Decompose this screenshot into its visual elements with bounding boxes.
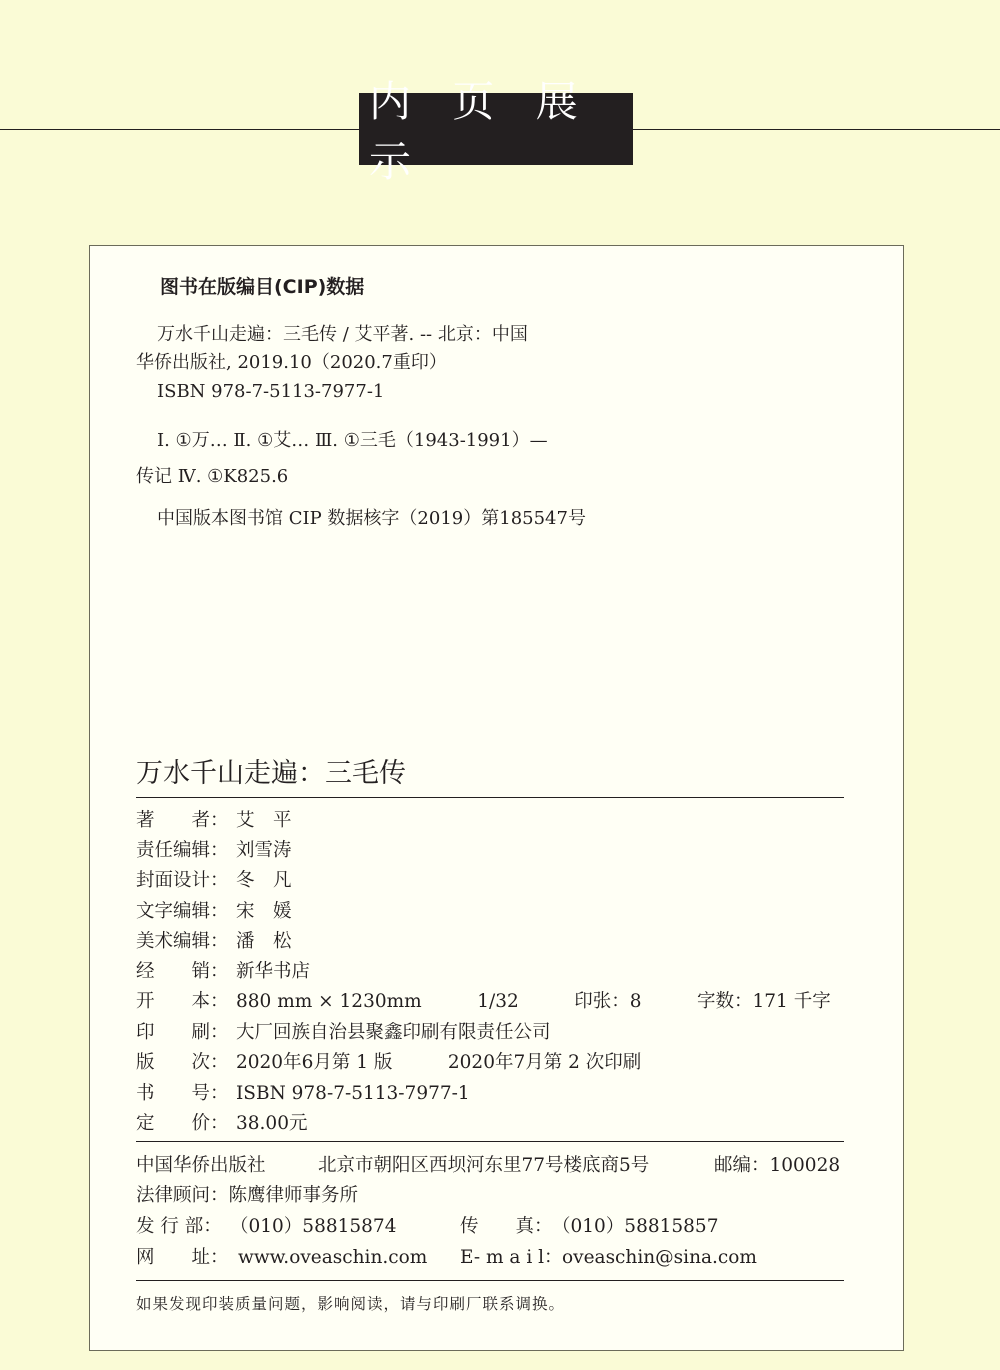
- book-info-row: [136, 838, 292, 864]
- book-info-label: 定 价：: [136, 1113, 229, 1134]
- book-info-label: 美术编辑：: [136, 931, 229, 952]
- book-info-label: 经 销：: [136, 961, 229, 982]
- publisher-postcode: 邮编：100028: [714, 1155, 841, 1176]
- book-info-label: 印 刷：: [136, 1022, 229, 1043]
- publisher-address: 北京市朝阳区西坝河东里77号楼底商5号: [318, 1155, 650, 1176]
- cip-line-4: Ⅰ. ①万… Ⅱ. ①艾… Ⅲ. ①三毛（1943-1991）—: [157, 430, 548, 451]
- book-info-row: [136, 899, 292, 925]
- title-rule: [136, 797, 844, 798]
- book-info-row: [136, 989, 831, 1015]
- cip-line-5: 传记 Ⅳ. ①K825.6: [136, 466, 289, 487]
- book-info-row: [136, 1081, 470, 1107]
- dept-phone: （010）58815874: [230, 1216, 397, 1237]
- book-info-value: 冬 凡: [236, 870, 292, 891]
- book-info-value: 刘雪涛: [236, 840, 292, 861]
- book-info-value: 38.00元: [236, 1113, 308, 1134]
- book-info-value: 2020年6月第 1 版 2020年7月第 2 次印刷: [236, 1052, 642, 1073]
- book-info-row: [136, 808, 292, 834]
- copyright-page: [89, 245, 904, 1351]
- publisher-name: 中国华侨出版社: [136, 1155, 266, 1176]
- book-info-row: [136, 868, 292, 894]
- book-title: 万水千山走遍：三毛传: [136, 758, 406, 789]
- book-info-label: 开 本：: [136, 991, 229, 1012]
- book-info-label: 书 号：: [136, 1083, 229, 1104]
- book-info-label: 著 者：: [136, 810, 229, 831]
- web-label: 网 址：: [136, 1247, 229, 1268]
- web-address[interactable]: www.oveaschin.com: [238, 1247, 428, 1268]
- legal-advisor: 法律顾问：陈鹰律师事务所: [136, 1185, 359, 1206]
- book-info-value: 880 mm × 1230mm 1/32 印张：8 字数：171 千字: [236, 991, 831, 1012]
- book-info-label: 版 次：: [136, 1052, 229, 1073]
- section-title-badge: 内 页 展 示: [359, 93, 633, 165]
- book-info-value: 宋 媛: [236, 901, 292, 922]
- cip-line-1: 万水千山走遍：三毛传 / 艾平著. -- 北京：中国: [157, 324, 528, 345]
- book-info-value: 潘 松: [236, 931, 292, 952]
- cip-line-2: 华侨出版社, 2019.10（2020.7重印）: [136, 352, 447, 373]
- email-label: E- m a i l：: [460, 1247, 563, 1268]
- book-info-value: 艾 平: [236, 810, 292, 831]
- quality-notice: 如果发现印装质量问题，影响阅读，请与印刷厂联系调换。: [136, 1295, 566, 1313]
- book-info-label: 责任编辑：: [136, 840, 229, 861]
- cip-line-6: 中国版本图书馆 CIP 数据核字（2019）第185547号: [157, 508, 586, 529]
- book-info-value: ISBN 978-7-5113-7977-1: [236, 1083, 470, 1104]
- book-info-label: 文字编辑：: [136, 901, 229, 922]
- fax-label: 传 真：: [460, 1216, 553, 1237]
- dept-label: 发 行 部：: [136, 1216, 222, 1237]
- book-info-row: [136, 1111, 307, 1137]
- book-info-value: 大厂回族自治县聚鑫印刷有限责任公司: [236, 1022, 551, 1043]
- email-address[interactable]: oveaschin@sina.com: [562, 1247, 757, 1268]
- cip-heading: 图书在版编目(CIP)数据: [160, 276, 365, 298]
- info-rule: [136, 1141, 844, 1142]
- book-info-row: [136, 1050, 641, 1076]
- book-info-label: 封面设计：: [136, 870, 229, 891]
- book-info-row: [136, 929, 292, 955]
- book-info-row: [136, 1020, 551, 1046]
- publisher-rule: [136, 1280, 844, 1281]
- fax-phone: （010）58815857: [552, 1216, 719, 1237]
- cip-isbn: ISBN 978-7-5113-7977-1: [157, 381, 385, 402]
- book-info-row: [136, 959, 310, 985]
- book-info-value: 新华书店: [236, 961, 311, 982]
